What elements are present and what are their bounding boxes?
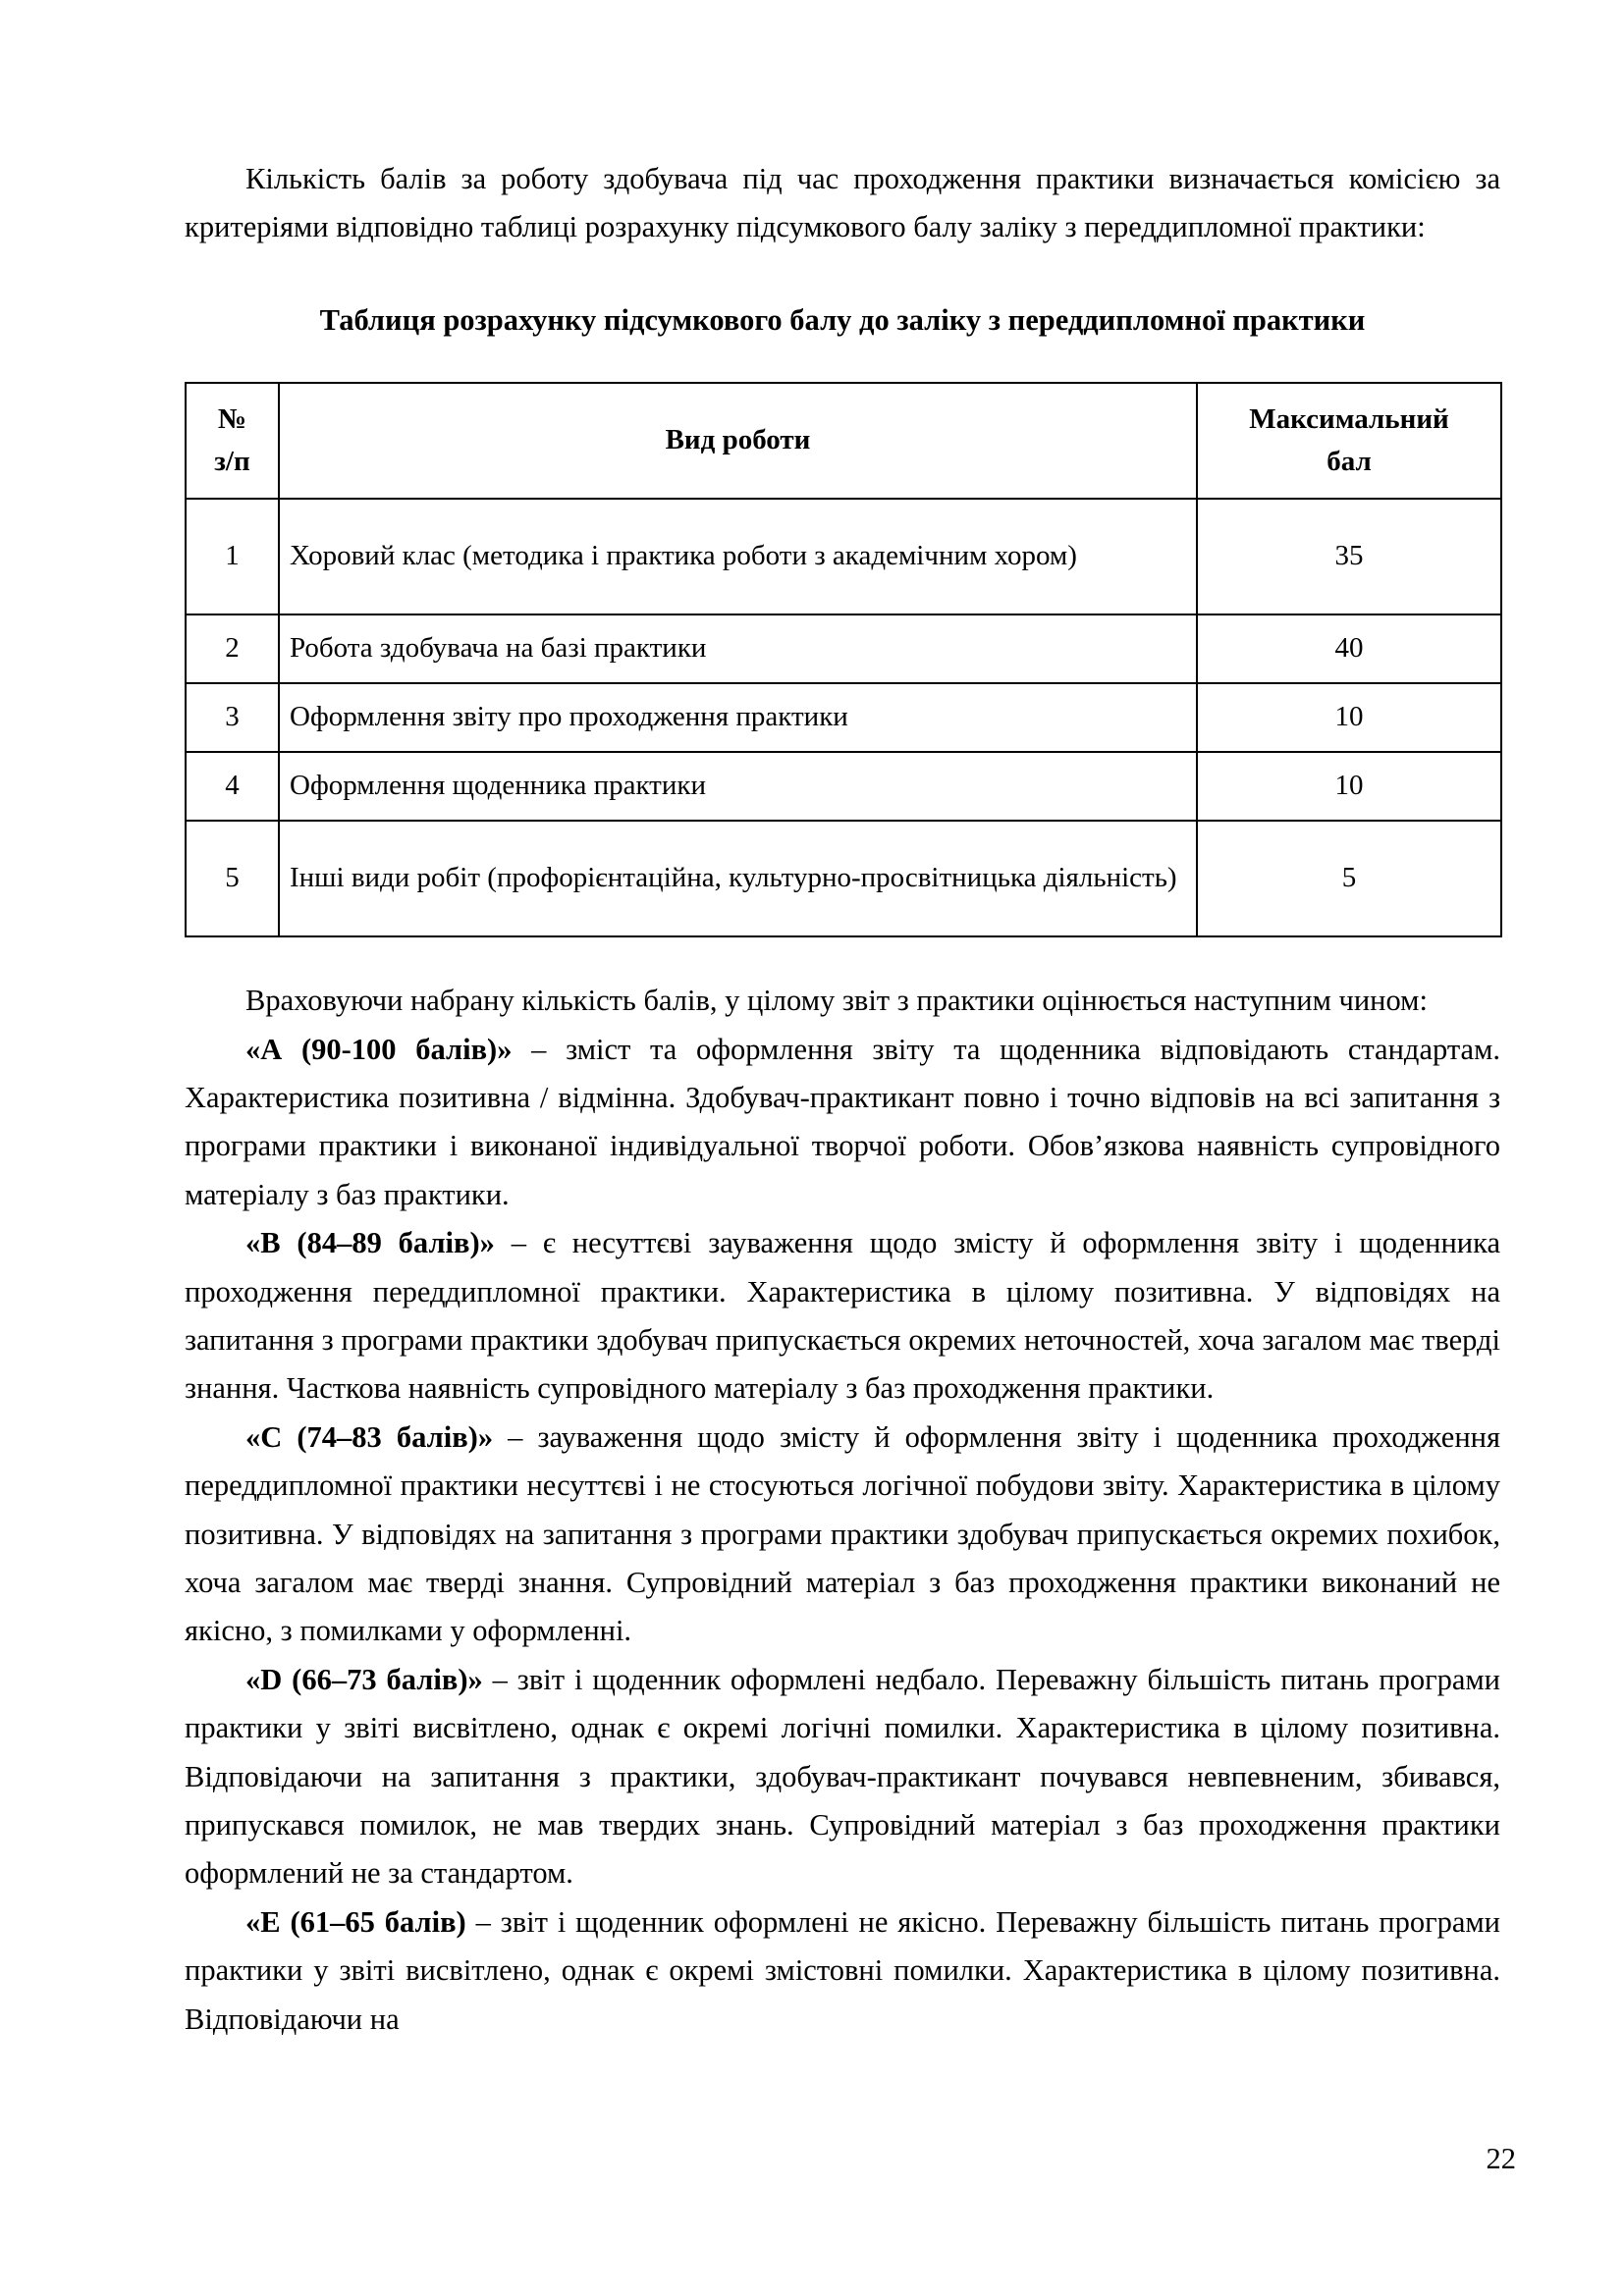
grade-text-e: – звіт і щоденник оформлені не якісно. Переважну більшість питань програми практики у звіті висвітлено, однак є окремі змістовні помилки. Характеристика в цілому позитивна. Відповідаючи на [185,1904,1500,2036]
grade-label-a: «А (90-100 балів)» [245,1032,513,1066]
table-row [186,614,1501,683]
page-content [185,0,1500,2044]
spacer-after-table [185,937,1500,977]
row-max-score: 10 [1197,683,1501,752]
grade-label-e: «Е (61–65 балів) [245,1904,466,1939]
row-work-type: Оформлення щоденника практики [279,752,1197,821]
table-title: Таблиця розрахунку підсумкового балу до заліку з переддипломної практики [319,302,1366,337]
intro-paragraph: Кількість балів за роботу здобувача під час проходження практики визначається комісією за критеріями відповідно таблиці розрахунку підсумкового балу заліку з переддипломної практики: [185,162,1500,244]
spacer-after-intro [185,252,1500,297]
after-table-paragraph: Враховуючи набрану кількість балів, у цілому звіт з практики оцінюється наступним чином: [245,984,1428,1018]
grade-text-d: – звіт і щоденник оформлені недбало. Переважну більшість питань програми практики у звіті висвітлено, однак є окремі логічні помилки. Характеристика в цілому позитивна. Відповідаючи на запитання з практики, здобувач-практикант почувався невпевненим, збивався, припускався помилок, не мав твердих знань. Супровідний матеріал з баз проходження практики оформлений не за стандартом. [185,1662,1500,1891]
table-header [186,383,1501,499]
table-header-row [186,383,1501,499]
table-row [186,683,1501,752]
header-number-line2: з/п [214,446,250,478]
row-max-score: 40 [1197,614,1501,683]
grade-paragraph-a [185,1026,1500,1220]
spacer-after-title [185,343,1500,382]
header-number [186,383,279,499]
row-work-type: Робота здобувача на базі практики [279,614,1197,683]
row-number: 2 [186,614,279,683]
table-row [186,499,1501,614]
grade-text-b: – є несуттєві зауваження щодо змісту й оформлення звіту і щоденника проходження переддипломної практики. Характеристика в цілому позитивна. У відповідях на запитання з програми практики здобувач припускається окремих неточностей, хоча загалом має тверді знання. Часткова наявність супровідного матеріалу з баз проходження практики. [185,1226,1501,1406]
row-number: 1 [186,499,279,614]
table-body [186,499,1501,936]
header-max-score-line2: бал [1326,446,1372,478]
grade-label-d: «D (66–73 балів)» [245,1662,483,1696]
grade-paragraph-b [185,1219,1500,1414]
score-calculation-table [185,382,1502,937]
header-max-score [1197,383,1501,499]
row-max-score: 10 [1197,752,1501,821]
row-max-score: 35 [1197,499,1501,614]
grade-text-c: – зауваження щодо змісту й оформлення звіту і щоденника проходження переддипломної практики несуттєві і не стосуються логічної побудови звіту. Характеристика в цілому позитивна. У відповідях на запитання з програми практики здобувач припускається окремих похибок, хоча загалом має тверді знання. Супровідний матеріал з баз проходження практики виконаний не якісно, з помилками у оформленні. [185,1419,1500,1648]
row-work-type: Інші види робіт (профорієнтаційна, культурно-просвітницька діяльність) [279,821,1197,936]
row-number: 5 [186,821,279,936]
page-number: 22 [1486,2142,1516,2175]
row-max-score: 5 [1197,821,1501,936]
grade-paragraph-c [185,1414,1500,1656]
header-work-type: Вид роботи [279,383,1197,499]
table-row [186,821,1501,936]
table-row [186,752,1501,821]
top-margin-spacer [185,0,1500,155]
row-work-type: Оформлення звіту про проходження практики [279,683,1197,752]
grade-paragraph-e [185,1898,1500,2044]
grade-text-a: – зміст та оформлення звіту та щоденника відповідають стандартам. Характеристика позитивна / відмінна. Здобувач-практикант повно і точно відповів на всі запитання з програми практики і виконаної індивідуальної творчої роботи. Обов’язкова наявність супровідного матеріалу з баз практики. [185,1032,1500,1211]
row-number: 3 [186,683,279,752]
row-work-type: Хоровий клас (методика і практика роботи з академічним хором) [279,499,1197,614]
grade-label-c: «С (74–83 балів)» [245,1419,494,1454]
grade-label-b: «В (84–89 балів)» [245,1226,495,1260]
row-number: 4 [186,752,279,821]
header-max-score-line1: Максимальний [1249,402,1449,435]
header-number-line1: № [217,402,247,435]
grade-paragraph-d [185,1656,1500,1898]
